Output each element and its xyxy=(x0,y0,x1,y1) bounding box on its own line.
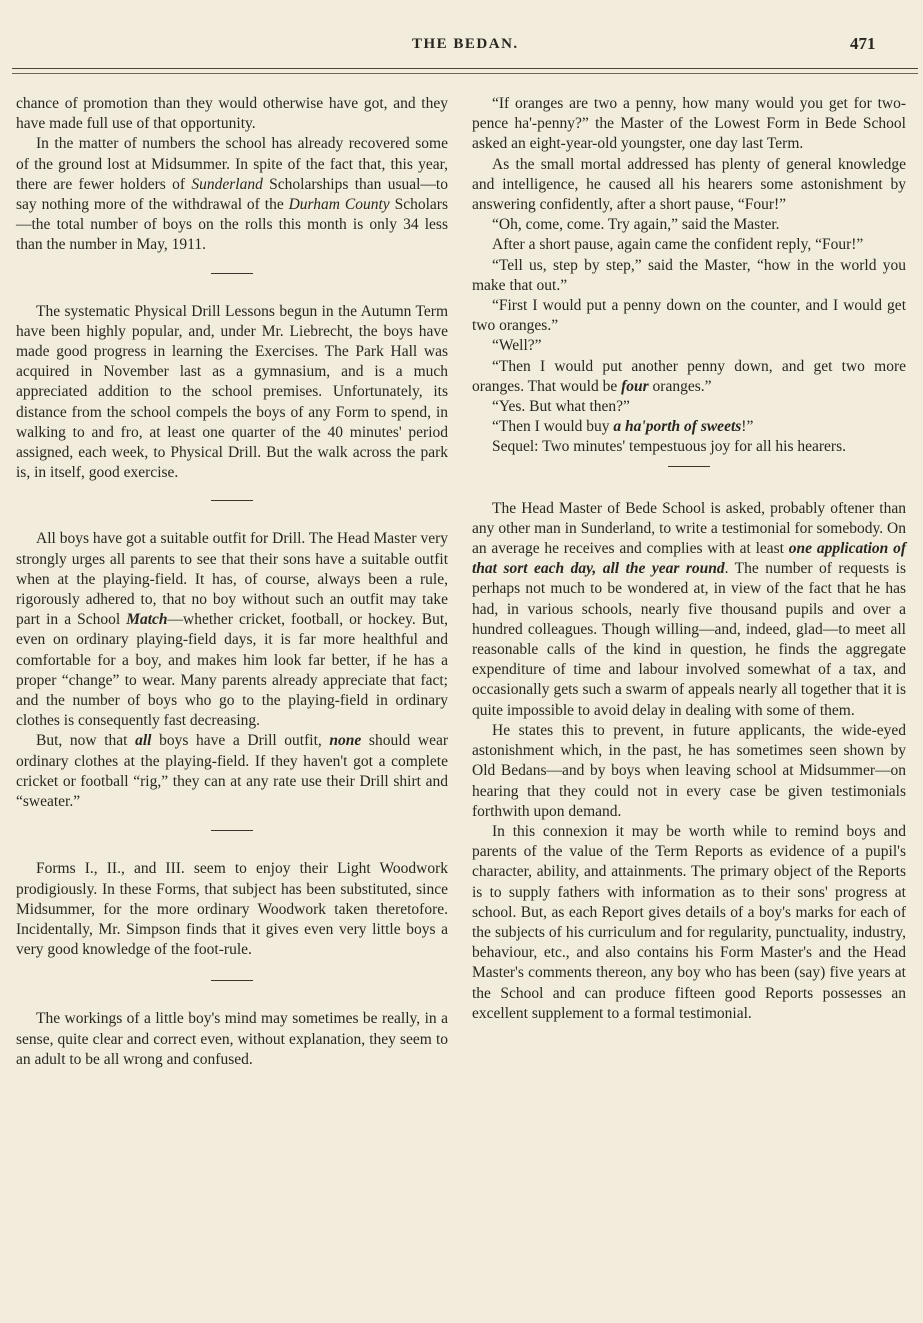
paragraph: The workings of a little boy's mind may sometimes be really, in a sense, quite clear and correct even, without explanation, they seem to an adult to be all wrong and confused. xyxy=(16,1010,448,1068)
paragraph: Forms I., II., and III. seem to enjoy their Light Woodwork prodigiously. In these Forms, that subject has been substituted, since Midsummer, for the more ordinary Woodwork taken theretofore. Incidentally, Mr. Simpson finds that it gives even very little boys a very good knowledge of the foot-rule. xyxy=(16,860,448,959)
page-header xyxy=(0,30,923,60)
right-column xyxy=(472,94,906,1024)
paragraph: The Head Master of Bede School is asked, probably oftener than any other man in Sunderland, to write a testimonial for somebody. On an average he receives and complies with at least one application of that sort each day, all the year round. The number of requests is perhaps not much to be wondered at, in view of the fact that he has had, in various schools, nearly five thousand pupils and over a hundred colleagues. Though willing—and, indeed, glad—to meet all reasonable calls of the kind in question, he finds the aggregate expenditure of time and labour involved somewhat of a tax, and occasionally gets such a swarm of appeals nearly all together that it is quite impossible to avoid delay in dealing with some of them. xyxy=(472,499,906,719)
section-divider xyxy=(211,273,253,274)
paragraph: “Yes. But what then?” xyxy=(492,398,630,416)
paragraph: “First I would put a penny down on the counter, and I would get two oranges.” xyxy=(472,297,906,335)
header-rule-thin xyxy=(12,73,918,74)
section-divider xyxy=(211,980,253,981)
paragraph: After a short pause, again came the confident reply, “Four!” xyxy=(492,236,864,254)
paragraph: “Then I would put another penny down, and get two more oranges. That would be four oranges.” xyxy=(472,357,906,395)
paragraph: Sequel: Two minutes' tempestuous joy for all his hearers. xyxy=(492,438,846,456)
paragraph: The systematic Physical Drill Lessons begun in the Autumn Term have been highly popular, and, under Mr. Liebrecht, the boys have made good progress in learning the Exercises. The Park Hall was acquired in November last as a gymnasium, and is a much appreciated addition to the school premises. Unfortunately, its distance from the school compels the boys of any Form to spend, in walking to and fro, at least one quarter of the 40 minutes' period assigned, each week, to Physical Drill. But the walk across the park is, in itself, good exercise. xyxy=(16,302,448,482)
section-divider xyxy=(211,500,253,501)
paragraph: As the small mortal addressed has plenty of general knowledge and intelligence, he caused all his hearers some astonishment by answering confidently, after a short pause, “Four!” xyxy=(472,155,906,214)
paragraph: “Oh, come, come. Try again,” said the Master. xyxy=(492,216,780,234)
paragraph: All boys have got a suitable outfit for Drill. The Head Master very strongly urges all parents to see that their sons have a suitable outfit when at the playing-field. It has, of course, always been a rule, rigorously adhered to, that no boy without such an outfit may take part in a School Match—whether cricket, football, or hockey. But, even on ordinary playing-field days, it is far more healthful and comfortable for a boy, and makes him look far better, if he has a proper “change” to wear. Many parents already appreciate that fact; and the number of boys who go to the playing-field in ordinary clothes is consequently fast decreasing. xyxy=(16,530,448,730)
section-divider xyxy=(211,830,253,831)
paragraph: chance of promotion than they would otherwise have got, and they have made full use of that opportunity. xyxy=(16,95,448,133)
paragraph: He states this to prevent, in future applicants, the wide-eyed astonishment which, in the past, he has sometimes seen shown by Old Bedans—and by boys when leaving school at Midsummer—on hearing that they could not in every case be given testimonials forthwith upon demand. xyxy=(472,721,906,820)
left-column xyxy=(16,94,448,1070)
paragraph: “Tell us, step by step,” said the Master, “how in the world you make that out.” xyxy=(472,256,906,294)
paragraph: In the matter of numbers the school has already recovered some of the ground lost at Midsummer. In spite of the fact that, this year, there are fewer holders of Sunderland Scholarships than usual—to say nothing more of the withdrawal of the Durham County Scholars—the total number of boys on the rolls this month is only 34 less than the number in May, 1911. xyxy=(16,135,448,254)
paragraph: But, now that all boys have a Drill outfit, none should wear ordinary clothes at the playing-field. If they haven't got a complete cricket or football “rig,” they can at any rate use their Drill shirt and “sweater.” xyxy=(16,732,448,811)
page-number: 471 xyxy=(850,34,876,53)
paragraph: “Then I would buy a ha'porth of sweets!” xyxy=(492,418,754,436)
paragraph: “If oranges are two a penny, how many would you get for two-pence ha'-penny?” the Master of the Lowest Form in Bede School asked an eight-year-old youngster, one day last Term. xyxy=(472,95,906,153)
header-rule xyxy=(12,68,918,69)
section-divider xyxy=(668,466,710,467)
paragraph: “Well?” xyxy=(492,337,542,355)
paragraph: In this connexion it may be worth while to remind boys and parents of the value of the Term Reports as evidence of a pupil's character, ability, and attainments. The primary object of the Reports is to supply fathers with information as to their sons' progress at school. But, as each Report gives details of a boy's marks for each of the subjects of his curriculum and for regularity, punctuality, industry, behaviour, etc., and also contains his Form Master's and the Head Master's comments thereon, any boy who has been (say) five years at the School and can produce fifteen good Reports possesses an excellent supplement to a formal testimonial. xyxy=(472,822,906,1022)
running-title: THE BEDAN. xyxy=(412,36,519,52)
